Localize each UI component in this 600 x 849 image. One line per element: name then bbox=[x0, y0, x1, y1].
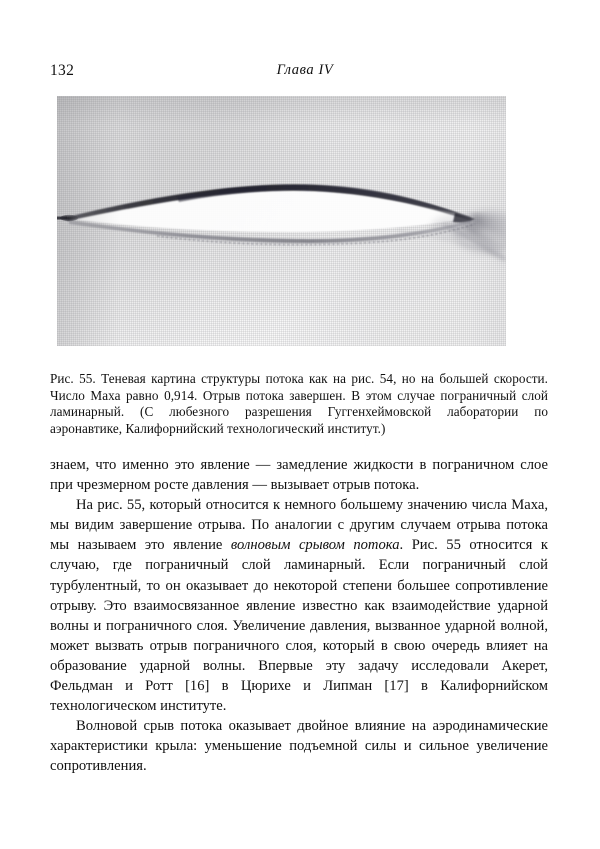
running-head bbox=[50, 62, 548, 82]
emphasis-wave-stall: волновым срывом потока bbox=[230, 537, 400, 554]
paragraph-effects: Волновой срыв потока оказывает двойное влияние на аэродинамические характеристики крыла: уменьшение подъемной силы и сильное увеличение сопротивления. bbox=[50, 718, 548, 775]
photo-vignette bbox=[57, 96, 506, 346]
paragraph-part-2: . Рис. 55 относится к случаю, где пограничный слой ламинарный. Если пограничный слой турбулентный, то он оказывает до некоторой степени большее сопротивление отрыву. Это взаимосвязанное явление известно как взаимодействие ударной волны и пограничного слоя. Увеличение давления, вызванное ударной волной, может вызвать отрыв пограничного слоя, который в свою очередь влияет на образование ударной волны. Впервые эту задачу исследовали Акерет, Фельдман и Ротт [16] в Цюрихе и Липман [17] в Калифорнийском технологическом институте. bbox=[50, 537, 548, 715]
paragraph-part-1: На рис. 55, который относится к немного большему значению числа Маха, мы видим завершение отрыва. По аналогии с другим случаем отрыва потока мы называем это явление bbox=[50, 497, 548, 554]
figure-schlieren-photograph bbox=[57, 96, 506, 346]
chapter-title: Глава IV bbox=[276, 62, 334, 78]
figure-caption: Рис. 55. Теневая картина структуры потока как на рис. 54, но на большей скорости. Число Маха равно 0,914. Отрыв потока завершен. В этом случае пограничный слой ламинарный. (С любезного разрешения Гуггенхеймовской лаборатории по аэронавтике, Калифорнийский технологический институт.) bbox=[50, 371, 548, 436]
body-text bbox=[50, 455, 548, 777]
paragraph-wave-stall bbox=[50, 495, 548, 716]
page-number: 132 bbox=[50, 62, 75, 79]
paragraph-continuation: знаем, что именно это явление — замедление жидкости в пограничном слое при чрезмерном росте давления — вызывает отрыв потока. bbox=[50, 457, 548, 494]
